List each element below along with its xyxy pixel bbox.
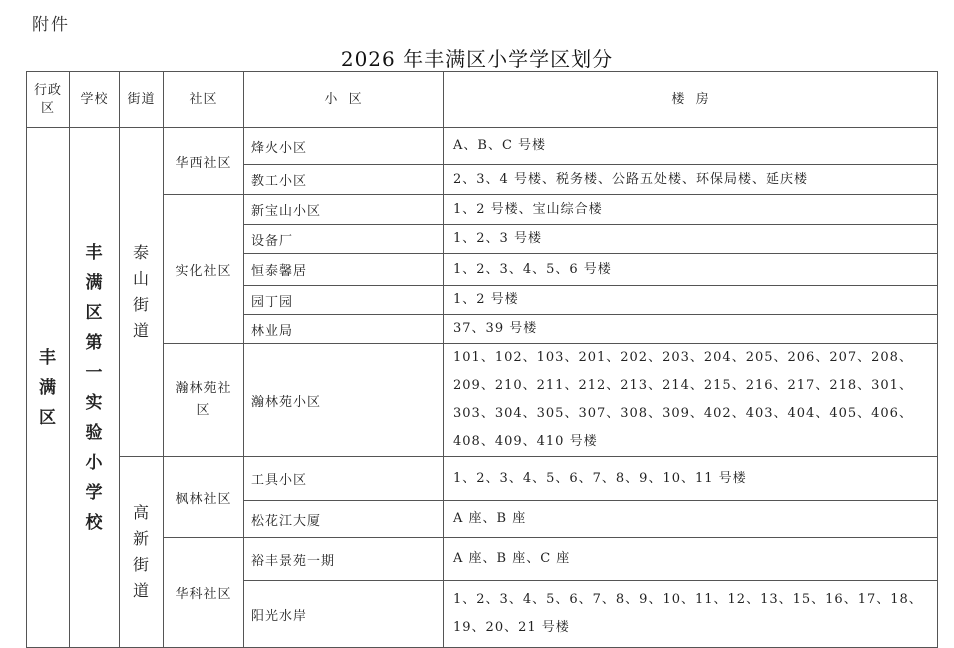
header-district: 行政 区 bbox=[27, 72, 70, 128]
neighborhood-cell: 松花江大厦 bbox=[244, 501, 444, 538]
page-title: 2026 年丰满区小学学区划分 bbox=[340, 47, 614, 71]
attachment-label: 附件 bbox=[32, 15, 70, 35]
community-cell-shihua: 实化社区 bbox=[164, 195, 244, 344]
header-row bbox=[27, 72, 938, 128]
street-cell-taishan: 泰 山 街 道 bbox=[120, 128, 164, 457]
neighborhood-cell: 裕丰景苑一期 bbox=[244, 538, 444, 581]
buildings-cell: 1、2 号楼 bbox=[444, 286, 938, 315]
header-school: 学校 bbox=[70, 72, 120, 128]
buildings-cell: 2、3、4 号楼、税务楼、公路五处楼、环保局楼、延庆楼 bbox=[444, 165, 938, 195]
neighborhood-cell: 阳光水岸 bbox=[244, 581, 444, 648]
neighborhood-cell: 瀚林苑小区 bbox=[244, 344, 444, 457]
neighborhood-cell: 新宝山小区 bbox=[244, 195, 444, 225]
neighborhood-cell: 教工小区 bbox=[244, 165, 444, 195]
header-community: 社区 bbox=[164, 72, 244, 128]
buildings-cell: 1、2、3、4、5、6 号楼 bbox=[444, 254, 938, 286]
table-row bbox=[27, 195, 938, 225]
community-cell-hanlinyuan: 瀚林苑社 区 bbox=[164, 344, 244, 457]
school-cell: 丰 满 区 第 一 实 验 小 学 校 bbox=[70, 128, 120, 648]
buildings-cell: A 座、B 座、C 座 bbox=[444, 538, 938, 581]
buildings-cell: A、B、C 号楼 bbox=[444, 128, 938, 165]
buildings-cell: 101、102、103、201、202、203、204、205、206、207、208、209、210、211、212、213、214、215、216、217、218、301、303、304、305、307、308、309、402、403、404、405、406、408、409、410 号楼 bbox=[444, 344, 938, 457]
community-cell-fenglin: 枫林社区 bbox=[164, 457, 244, 538]
table-row bbox=[27, 538, 938, 581]
neighborhood-cell: 工具小区 bbox=[244, 457, 444, 501]
community-cell-huake: 华科社区 bbox=[164, 538, 244, 648]
table-row bbox=[27, 128, 938, 165]
buildings-cell: A 座、B 座 bbox=[444, 501, 938, 538]
street-cell-gaoxin: 高 新 街 道 bbox=[120, 457, 164, 648]
buildings-cell: 1、2 号楼、宝山综合楼 bbox=[444, 195, 938, 225]
neighborhood-cell: 烽火小区 bbox=[244, 128, 444, 165]
neighborhood-cell: 园丁园 bbox=[244, 286, 444, 315]
neighborhood-cell: 恒泰馨居 bbox=[244, 254, 444, 286]
buildings-cell: 1、2、3、4、5、6、7、8、9、10、11、12、13、15、16、17、18、19、20、21 号楼 bbox=[444, 581, 938, 648]
school-district-table bbox=[26, 71, 938, 648]
buildings-cell: 1、2、3 号楼 bbox=[444, 225, 938, 254]
district-cell: 丰 满 区 bbox=[27, 128, 70, 648]
neighborhood-cell: 林业局 bbox=[244, 315, 444, 344]
header-buildings: 楼 房 bbox=[444, 72, 938, 128]
buildings-cell: 1、2、3、4、5、6、7、8、9、10、11 号楼 bbox=[444, 457, 938, 501]
community-cell-huaxi: 华西社区 bbox=[164, 128, 244, 195]
header-street: 街道 bbox=[120, 72, 164, 128]
table-row bbox=[27, 344, 938, 457]
buildings-cell: 37、39 号楼 bbox=[444, 315, 938, 344]
header-neighborhood: 小 区 bbox=[244, 72, 444, 128]
neighborhood-cell: 设备厂 bbox=[244, 225, 444, 254]
table-row bbox=[27, 457, 938, 501]
